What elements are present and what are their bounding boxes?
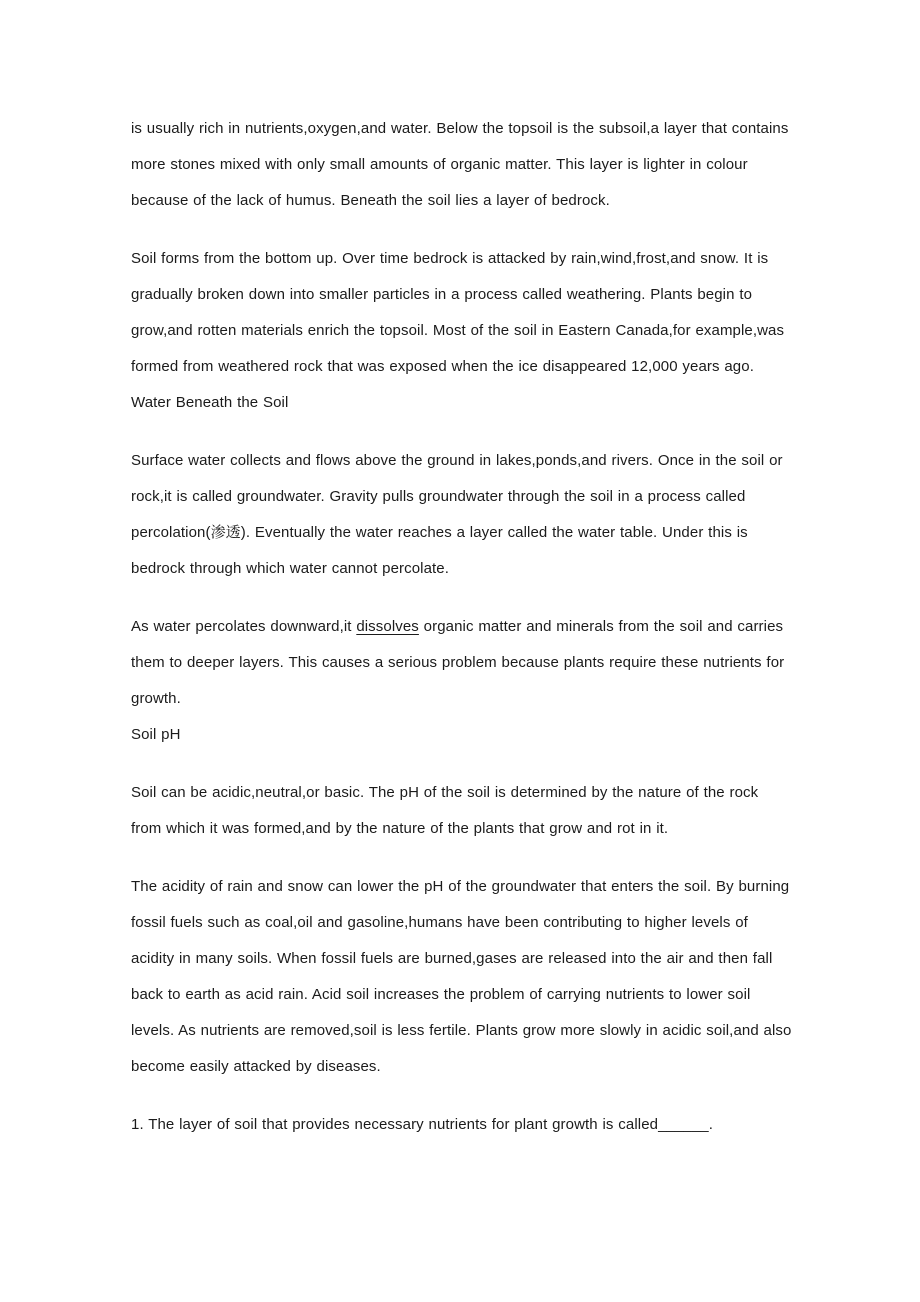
heading-water-beneath-the-soil: Water Beneath the Soil <box>131 394 289 411</box>
question-1: 1. The layer of soil that provides necessary nutrients for plant growth is called______. <box>131 1116 714 1133</box>
percolation-text-after: organic matter and minerals from the soil and carries them to deeper layers. This causes a serious problem because plants require these nutrients for growth. <box>131 618 785 707</box>
percolation-text-before: As water percolates downward,it <box>131 618 357 635</box>
paragraph-soil-ph-nature: Soil can be acidic,neutral,or basic. The pH of the soil is determined by the nature of the rock from which it was formed,and by the nature of the plants that grow and rot in it. <box>131 784 759 837</box>
paragraph-groundwater-percolation: Surface water collects and flows above the ground in lakes,ponds,and rivers. Once in the soil or rock,it is called groundwater. Gravity pulls groundwater through the soil in a process called percolation(渗透). Eventually the water reaches a layer called the water table. Under this is bedrock through which water cannot percolate. <box>131 452 783 577</box>
underlined-word-dissolves: dissolves <box>356 618 419 635</box>
paragraph-dissolved-nutrients <box>131 609 792 717</box>
paragraph-topsoil-subsoil: is usually rich in nutrients,oxygen,and water. Below the topsoil is the subsoil,a layer that contains more stones mixed with only small amounts of organic matter. This layer is lighter in colour because of the lack of humus. Beneath the soil lies a layer of bedrock. <box>131 120 789 209</box>
paragraph-soil-formation: Soil forms from the bottom up. Over time bedrock is attacked by rain,wind,frost,and snow. It is gradually broken down into smaller particles in a process called weathering. Plants begin to grow,and rotten materials enrich the topsoil. Most of the soil in Eastern Canada,for example,was formed from weathered rock that was exposed when the ice disappeared 12,000 years ago. <box>131 250 785 375</box>
paragraph-acid-rain: The acidity of rain and snow can lower the pH of the groundwater that enters the soil. By burning fossil fuels such as coal,oil and gasoline,humans have been contributing to higher levels of acidity in many soils. When fossil fuels are burned,gases are released into the air and then fall back to earth as acid rain. Acid soil increases the problem of carrying nutrients to lower soil levels. As nutrients are removed,soil is less fertile. Plants grow more slowly in acidic soil,and also become easily attacked by diseases. <box>131 878 792 1075</box>
heading-soil-ph: Soil pH <box>131 726 181 743</box>
